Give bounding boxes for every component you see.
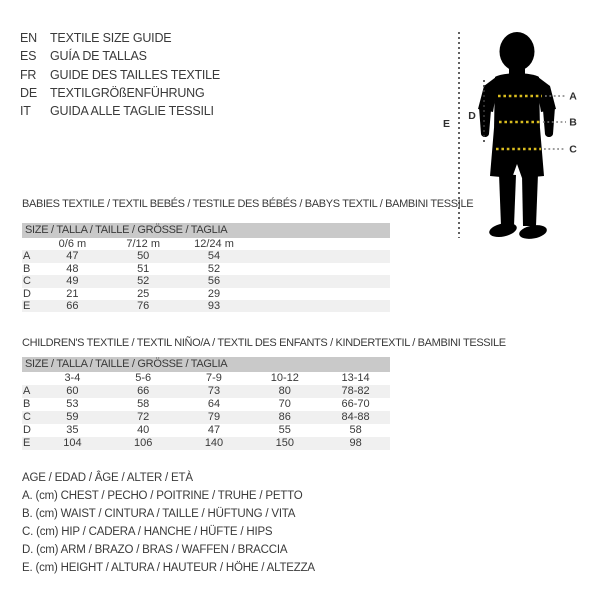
table-cell: 140 bbox=[204, 437, 224, 449]
table-row bbox=[22, 263, 390, 275]
table-cell: 93 bbox=[207, 299, 221, 312]
row-label: B bbox=[23, 398, 31, 410]
table-cell: 59 bbox=[66, 411, 79, 423]
table-cell: 55 bbox=[278, 424, 291, 436]
column-header: 12/24 m bbox=[194, 238, 234, 250]
column-header-spacer bbox=[22, 372, 37, 385]
language-code: IT bbox=[20, 104, 31, 119]
language-row bbox=[20, 84, 220, 102]
language-title: GUIDA ALLE TAGLIE TESSILI bbox=[50, 104, 214, 119]
table-cell: 25 bbox=[137, 287, 150, 300]
children-size-header-bar: SIZE / TALLA / TAILLE / GRÖSSE / TAGLIA bbox=[22, 357, 390, 372]
table-cell: 58 bbox=[349, 424, 362, 436]
table-cell: 21 bbox=[66, 287, 79, 300]
table-cell: 29 bbox=[207, 287, 221, 300]
babies-column-header-row bbox=[22, 238, 390, 250]
language-code: ES bbox=[20, 49, 37, 64]
table-row bbox=[22, 288, 390, 300]
table-cell: 47 bbox=[207, 424, 221, 436]
table-cell: 150 bbox=[275, 437, 294, 449]
table-cell: 73 bbox=[207, 385, 221, 397]
table-row bbox=[22, 250, 390, 262]
language-title: TEXTILGRÖßENFÜHRUNG bbox=[50, 85, 205, 100]
table-cell: 78-82 bbox=[341, 385, 370, 397]
silhouette-shorts bbox=[490, 128, 544, 178]
language-row bbox=[20, 66, 220, 84]
table-row bbox=[22, 437, 390, 450]
table-cell: 47 bbox=[66, 250, 79, 263]
silhouette-left-arm bbox=[479, 107, 491, 137]
language-code: FR bbox=[20, 67, 37, 82]
table-cell: 72 bbox=[137, 411, 150, 423]
row-label: E bbox=[23, 299, 31, 312]
table-cell: 86 bbox=[278, 411, 291, 423]
measure-label-d: D bbox=[468, 110, 476, 122]
legend-line-hip: C. (cm) HIP / CADERA / HANCHE / HÜFTE / HIPS bbox=[22, 526, 273, 539]
column-header: 7/12 m bbox=[126, 238, 161, 250]
legend-line-chest: A. (cm) CHEST / PECHO / POITRINE / TRUHE / PETTO bbox=[22, 490, 303, 503]
table-cell: 104 bbox=[63, 437, 82, 449]
babies-table bbox=[22, 223, 390, 312]
measure-label-b: B bbox=[569, 116, 577, 129]
table-cell: 66 bbox=[137, 385, 150, 397]
column-header: 13-14 bbox=[341, 372, 370, 384]
legend-line-height: E. (cm) HEIGHT / ALTURA / HAUTEUR / HÖHE / ALTEZZA bbox=[22, 562, 315, 575]
language-row bbox=[20, 29, 220, 47]
row-label: D bbox=[23, 287, 31, 300]
table-row bbox=[22, 398, 390, 411]
table-cell: 49 bbox=[66, 275, 79, 288]
table-cell: 70 bbox=[278, 398, 291, 410]
table-cell: 52 bbox=[137, 275, 150, 288]
row-label: A bbox=[23, 250, 31, 263]
row-label: B bbox=[23, 262, 31, 275]
table-cell: 64 bbox=[207, 398, 221, 410]
column-header: 7-9 bbox=[206, 372, 222, 384]
children-table bbox=[22, 357, 390, 450]
measure-label-e: E bbox=[442, 118, 451, 130]
table-cell: 48 bbox=[66, 262, 79, 275]
silhouette-left-sleeve bbox=[478, 77, 496, 112]
table-cell: 84-88 bbox=[341, 411, 370, 423]
language-list bbox=[20, 29, 220, 120]
table-cell: 50 bbox=[137, 250, 150, 263]
table-cell: 60 bbox=[66, 385, 79, 397]
child-silhouette bbox=[478, 32, 556, 241]
language-code: DE bbox=[20, 85, 37, 100]
babies-section-heading: BABIES TEXTILE / TEXTIL BEBÉS / TESTILE DES BÉBÉS / BABYS TEXTIL / BAMBINI TESSILE bbox=[22, 198, 474, 210]
measurement-legend bbox=[22, 469, 315, 578]
legend-line-arm: D. (cm) ARM / BRAZO / BRAS / WAFFEN / BRACCIA bbox=[22, 544, 288, 557]
table-row bbox=[22, 275, 390, 287]
table-row bbox=[22, 411, 390, 424]
column-header: 10-12 bbox=[270, 372, 299, 384]
silhouette-right-shoe bbox=[518, 223, 548, 241]
table-row bbox=[22, 424, 390, 437]
column-header-spacer bbox=[22, 238, 37, 250]
children-section-heading: CHILDREN'S TEXTILE / TEXTIL NIÑO/A / TEXTIL DES ENFANTS / KINDERTEXTIL / BAMBINI TESSILE bbox=[22, 337, 506, 349]
table-cell: 76 bbox=[137, 299, 150, 312]
legend-line-waist: B. (cm) WAIST / CINTURA / TAILLE / HÜFTUNG / VITA bbox=[22, 508, 296, 521]
table-cell: 66 bbox=[66, 299, 79, 312]
language-row bbox=[20, 47, 220, 65]
table-cell: 56 bbox=[207, 275, 221, 288]
measure-label-a: A bbox=[569, 90, 577, 103]
table-cell: 106 bbox=[134, 437, 153, 449]
row-label: D bbox=[23, 424, 31, 436]
language-title: GUIDE DES TAILLES TEXTILE bbox=[50, 67, 221, 82]
silhouette-right-sleeve bbox=[538, 77, 556, 112]
table-cell: 40 bbox=[137, 424, 150, 436]
language-title: TEXTILE SIZE GUIDE bbox=[50, 31, 172, 45]
table-row bbox=[22, 385, 390, 398]
table-cell: 35 bbox=[66, 424, 79, 436]
table-row bbox=[22, 300, 390, 312]
table-cell: 58 bbox=[137, 398, 150, 410]
table-cell: 53 bbox=[66, 398, 79, 410]
babies-size-header-bar: SIZE / TALLA / TAILLE / GRÖSSE / TAGLIA bbox=[22, 223, 390, 238]
row-label: A bbox=[23, 385, 31, 397]
table-cell: 66-70 bbox=[341, 398, 370, 410]
table-cell: 98 bbox=[349, 437, 362, 449]
children-column-header-row bbox=[22, 372, 390, 385]
row-label: C bbox=[23, 411, 31, 423]
language-code: EN bbox=[20, 31, 37, 45]
table-cell: 51 bbox=[137, 262, 150, 275]
language-title: GUÍA DE TALLAS bbox=[50, 49, 147, 64]
table-cell: 80 bbox=[278, 385, 291, 397]
column-header: 3-4 bbox=[64, 372, 81, 384]
language-row bbox=[20, 102, 220, 120]
silhouette-right-leg bbox=[522, 174, 538, 226]
legend-line-age: AGE / EDAD / ÂGE / ALTER / ETÀ bbox=[22, 472, 193, 484]
table-cell: 79 bbox=[207, 411, 221, 423]
table-cell: 54 bbox=[207, 250, 221, 263]
measure-label-c: C bbox=[569, 143, 577, 156]
table-cell: 52 bbox=[207, 262, 221, 275]
silhouette-left-leg bbox=[499, 174, 516, 226]
row-label: E bbox=[23, 437, 31, 449]
column-header: 0/6 m bbox=[58, 238, 87, 250]
row-label: C bbox=[23, 275, 31, 288]
column-header: 5-6 bbox=[135, 372, 152, 384]
